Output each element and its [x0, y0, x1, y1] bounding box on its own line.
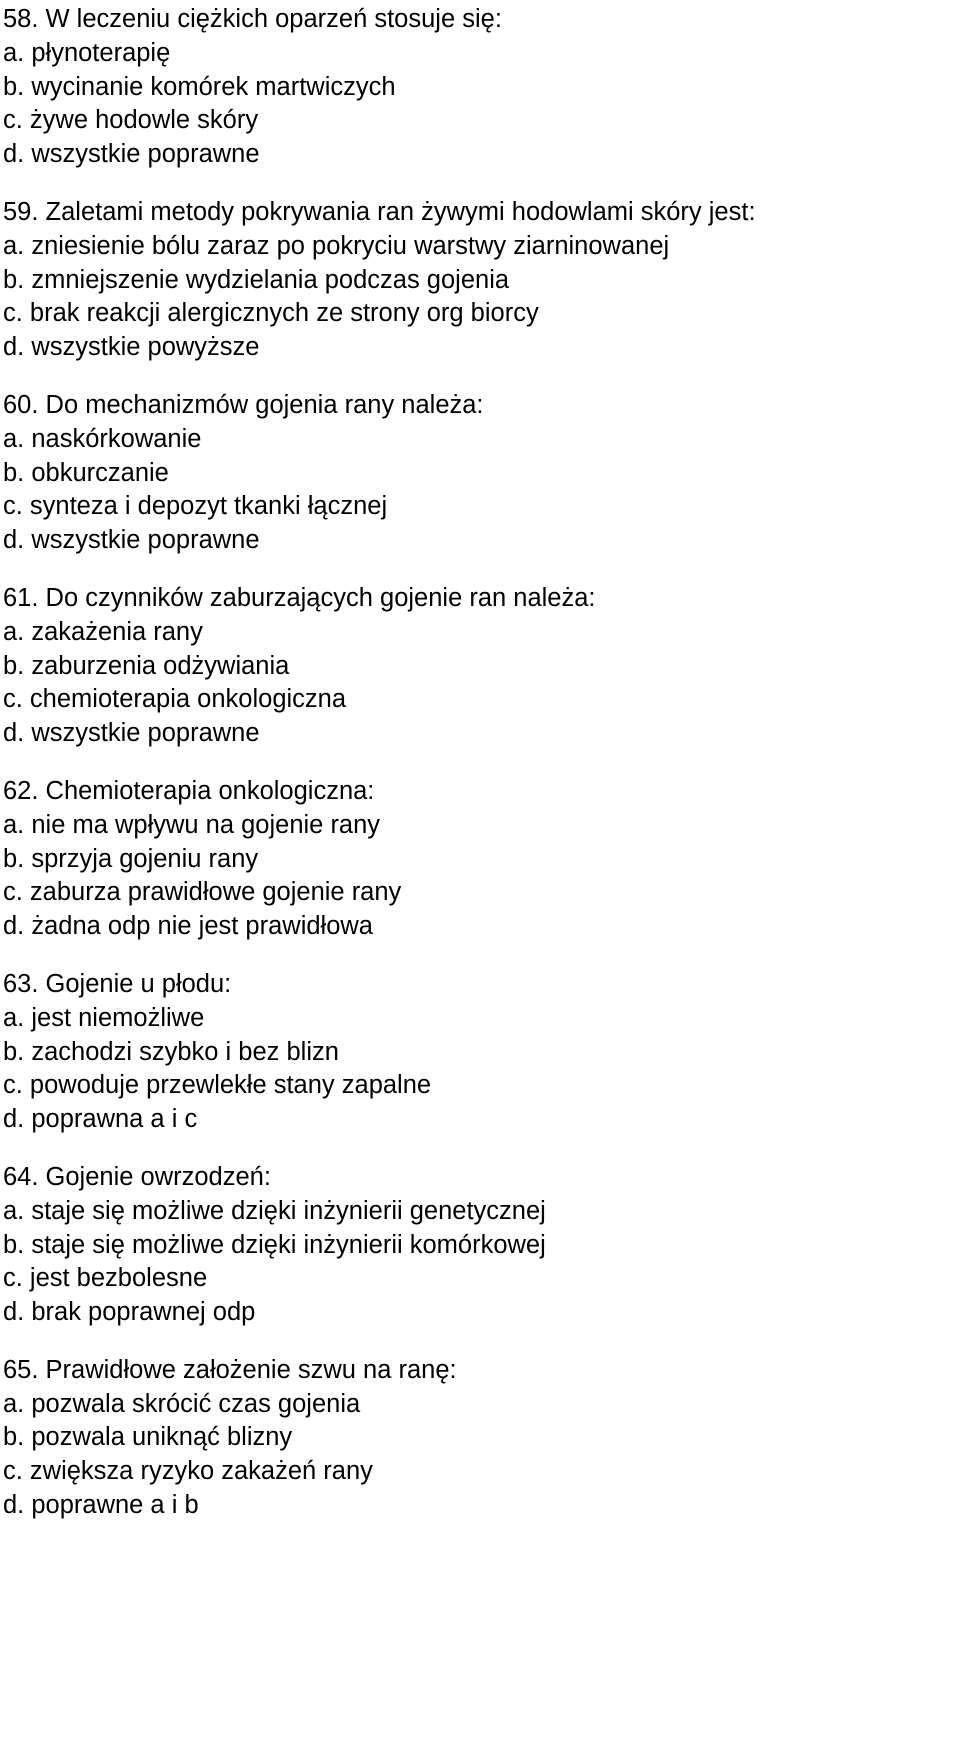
question-prompt: 60. Do mechanizmów gojenia rany należa:	[3, 390, 484, 419]
answer-option-c: c. żywe hodowle skóry	[3, 106, 259, 135]
answer-option-a: a. pozwala skrócić czas gojenia	[3, 1389, 361, 1418]
answer-option-a: a. staje się możliwe dzięki inżynierii genetycznej	[3, 1196, 546, 1225]
answer-option-b: b. zaburzenia odżywiania	[3, 651, 290, 680]
question-62	[3, 775, 953, 944]
document-page	[3, 3, 953, 1547]
question-prompt: 63. Gojenie u płodu:	[3, 969, 232, 998]
question-61	[3, 582, 953, 751]
answer-option-c: c. chemioterapia onkologiczna	[3, 685, 347, 714]
question-prompt: 61. Do czynników zaburzających gojenie ran należa:	[3, 583, 596, 612]
answer-option-d: d. wszystkie poprawne	[3, 140, 260, 169]
answer-option-c: c. brak reakcji alergicznych ze strony org biorcy	[3, 299, 539, 328]
answer-option-d: d. poprawna a i c	[3, 1105, 198, 1134]
question-prompt: 65. Prawidłowe założenie szwu na ranę:	[3, 1355, 457, 1384]
answer-option-a: a. płynoterapię	[3, 38, 171, 67]
answer-option-a: a. zniesienie bólu zaraz po pokryciu warstwy ziarninowanej	[3, 231, 670, 260]
answer-option-a: a. zakażenia rany	[3, 617, 203, 646]
question-prompt: 58. W leczeniu ciężkich oparzeń stosuje się:	[3, 5, 502, 33]
answer-option-b: b. sprzyja gojeniu rany	[3, 844, 259, 873]
question-64	[3, 1161, 953, 1330]
answer-option-d: d. wszystkie poprawne	[3, 719, 260, 748]
question-63	[3, 968, 953, 1137]
answer-option-a: a. nie ma wpływu na gojenie rany	[3, 810, 381, 839]
question-58	[3, 3, 953, 172]
answer-option-b: b. staje się możliwe dzięki inżynierii komórkowej	[3, 1230, 546, 1259]
answer-option-d: d. poprawne a i b	[3, 1491, 199, 1520]
question-prompt: 59. Zaletami metody pokrywania ran żywymi hodowlami skóry jest:	[3, 197, 756, 226]
answer-option-b: b. zmniejszenie wydzielania podczas gojenia	[3, 265, 510, 294]
answer-option-a: a. naskórkowanie	[3, 424, 202, 453]
answer-option-a: a. jest niemożliwe	[3, 1003, 205, 1032]
question-60	[3, 389, 953, 558]
answer-option-d: d. wszystkie powyższe	[3, 333, 260, 362]
answer-option-b: b. wycinanie komórek martwiczych	[3, 72, 396, 101]
question-prompt: 64. Gojenie owrzodzeń:	[3, 1162, 271, 1191]
question-prompt: 62. Chemioterapia onkologiczna:	[3, 776, 375, 805]
answer-option-b: b. pozwala uniknąć blizny	[3, 1423, 293, 1452]
question-65	[3, 1354, 953, 1523]
answer-option-b: b. obkurczanie	[3, 458, 169, 487]
answer-option-c: c. synteza i depozyt tkanki łącznej	[3, 492, 388, 521]
answer-option-b: b. zachodzi szybko i bez blizn	[3, 1037, 339, 1066]
answer-option-c: c. powoduje przewlekłe stany zapalne	[3, 1071, 432, 1100]
answer-option-c: c. zwiększa ryzyko zakażeń rany	[3, 1457, 373, 1486]
answer-option-d: d. żadna odp nie jest prawidłowa	[3, 912, 373, 941]
answer-option-c: c. jest bezbolesne	[3, 1264, 208, 1293]
answer-option-d: d. brak poprawnej odp	[3, 1298, 256, 1327]
question-59	[3, 196, 953, 365]
answer-option-d: d. wszystkie poprawne	[3, 526, 260, 555]
answer-option-c: c. zaburza prawidłowe gojenie rany	[3, 878, 402, 907]
